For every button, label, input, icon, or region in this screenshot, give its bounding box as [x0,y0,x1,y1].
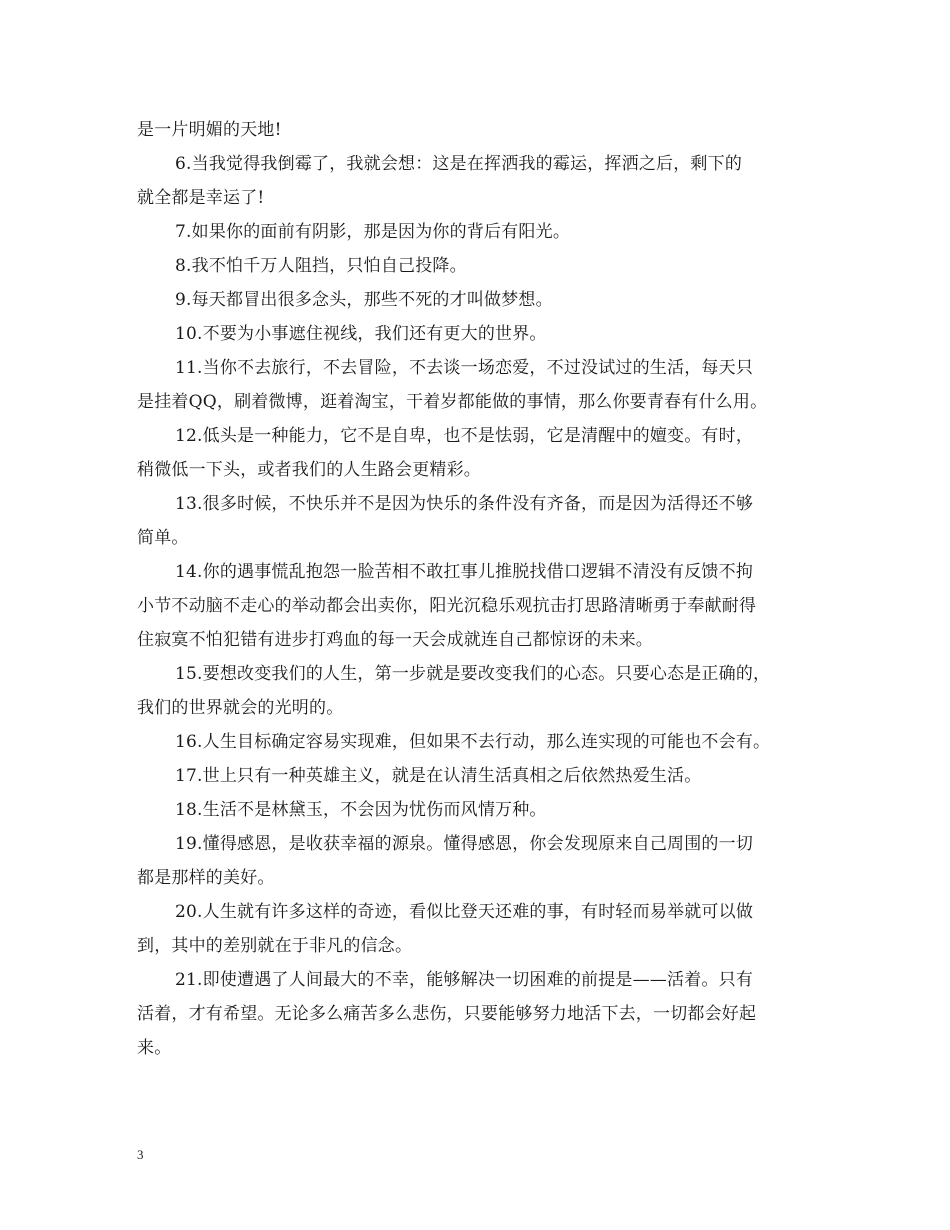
text-line: 小节不动脑不走心的举动都会出卖你，阳光沉稳乐观抗击打思路清晰勇于奉献耐得 [137,596,757,616]
text-line: 10.不要为小事遮住视线，我们还有更大的世界。 [175,324,547,344]
text-line: 16.人生目标确定容易实现难，但如果不去行动，那么连实现的可能也不会有。 [175,732,771,752]
text-line: 21.即使遭遇了人间最大的不幸，能够解决一切困难的前提是——活着。只有 [175,970,754,990]
text-line: 到，其中的差别就在于非凡的信念。 [137,936,413,956]
text-line: 住寂寞不怕犯错有进步打鸡血的每一天会成就连自己都惊讶的未来。 [137,630,653,650]
text-line: 19.懂得感恩，是收获幸福的源泉。懂得感恩，你会发现原来自己周围的一切 [175,834,754,854]
text-line: 18.生活不是林黛玉，不会因为忧伤而风情万种。 [175,800,547,820]
text-line: 是挂着QQ，刷着微博，逛着淘宝，干着岁都能做的事情，那么你要青春有什么用。 [137,392,768,412]
text-line: 7.如果你的面前有阴影，那是因为你的背后有阳光。 [175,222,571,242]
text-line: 11.当你不去旅行，不去冒险，不去谈一场恋爱，不过没试过的生活，每天只 [175,358,754,378]
text-line: 9.每天都冒出很多念头，那些不死的才叫做梦想。 [175,290,553,310]
text-line: 简单。 [137,528,189,548]
text-line: 稍微低一下头，或者我们的人生路会更精彩。 [137,460,481,480]
text-line: 我们的世界就会的光明的。 [137,698,344,718]
text-line: 是一片明媚的天地! [137,120,282,140]
text-line: 15.要想改变我们的人生，第一步就是要改变我们的心态。只要心态是正确的， [175,664,771,684]
text-line: 就全都是幸运了! [137,188,265,208]
text-line: 6.当我觉得我倒霉了，我就会想：这是在挥洒我的霉运，挥洒之后，剩下的 [175,154,743,174]
text-line: 17.世上只有一种英雄主义，就是在认清生活真相之后依然热爱生活。 [175,766,702,786]
document-body [137,113,827,1065]
text-line: 20.人生就有许多这样的奇迹，看似比登天还难的事，有时轻而易举就可以做 [175,902,754,922]
text-line: 12.低头是一种能力，它不是自卑，也不是怯弱，它是清醒中的嬗变。有时， [175,426,754,446]
text-line: 14.你的遇事慌乱抱怨一脸苦相不敢扛事儿推脱找借口逻辑不清没有反馈不拘 [175,562,754,582]
text-line: 活着，才有希望。无论多么痛苦多么悲伤，只要能够努力地活下去，一切都会好起 [137,1004,757,1024]
page-number: 3 [137,1147,144,1162]
text-line: 都是那样的美好。 [137,868,275,888]
text-line: 来。 [137,1038,172,1058]
text-line: 13.很多时候，不快乐并不是因为快乐的条件没有齐备，而是因为活得还不够 [175,494,754,514]
text-line: 8.我不怕千万人阻挡，只怕自己投降。 [175,256,467,276]
